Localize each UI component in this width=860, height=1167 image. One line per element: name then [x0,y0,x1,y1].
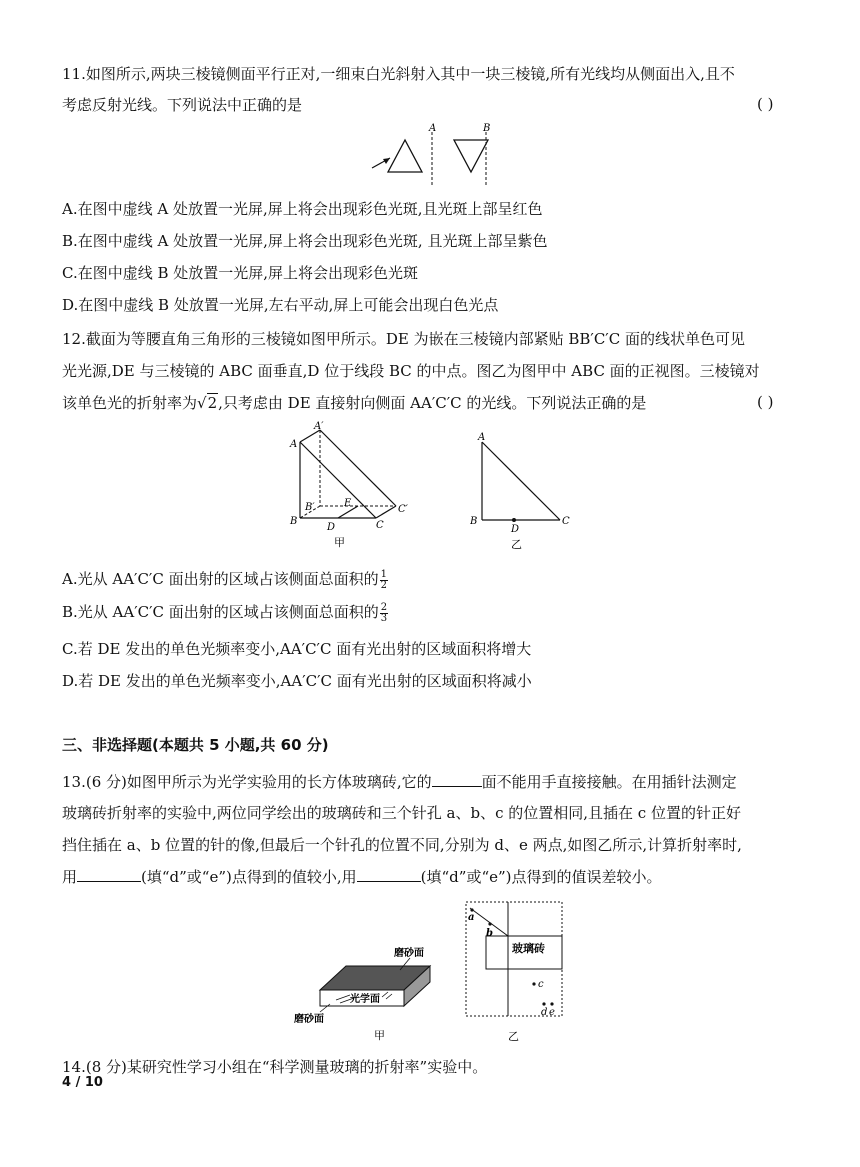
section-heading: 三、非选择题(本题共 5 小题,共 60 分) [62,736,329,754]
pin-e-icon [550,1002,553,1005]
svg-text:甲: 甲 [374,1029,385,1042]
svg-text:c: c [538,979,544,990]
q12-figure-yi [470,428,580,552]
point-d-icon [512,518,516,522]
svg-text:C′: C′ [398,504,408,515]
label-b: B [483,123,491,134]
svg-text:磨砂面: 磨砂面 [394,948,424,959]
q13-figure-jia [290,940,450,1050]
q12-line3: 该单色光的折射率为√2,只考虑由 DE 直接射向侧面 AA′C′C 的光线。下列说法正确的是 [62,394,647,412]
svg-text:A′: A′ [314,421,324,432]
q12-line1: 12.截面为等腰直角三角形的三棱镜如图甲所示。DE 为嵌在三棱镜内部紧贴 BB′C′C 面的线状单色可见 [62,330,745,348]
q12-answer-paren: ( ) [757,393,774,411]
q11-option-b: B.在图中虚线 A 处放置一光屏,屏上将会出现彩色光斑, 且光斑上部呈紫色 [62,232,548,250]
q12-line2: 光光源,DE 与三棱镜的 ABC 面垂直,D 位于线段 BC 的中点。图乙为图甲中 ABC 面的正视图。三棱镜对 [62,362,760,380]
q13-line3: 挡住插在 a、b 位置的针的像,但最后一个针孔的位置不同,分别为 d、e 两点,如图乙所示,计算折射率时, [62,836,742,854]
q13-line2: 玻璃砖折射率的实验中,两位同学绘出的玻璃砖和三个针孔 a、b、c 的位置相同,且插在 c 位置的针正好 [62,804,741,822]
svg-text:D: D [327,522,336,533]
svg-text:C: C [376,520,384,531]
svg-text:C: C [562,516,570,527]
q11-option-c: C.在图中虚线 B 处放置一光屏,屏上将会出现彩色光斑 [62,264,419,282]
q11-prism-figure [360,120,510,190]
blank-3[interactable] [357,867,421,882]
label-a: A [429,123,437,134]
svg-text:e: e [549,1007,555,1018]
svg-text:磨砂面: 磨砂面 [294,1014,324,1025]
pin-c-icon [532,982,535,985]
pin-b-icon [488,922,491,925]
q11-line1: 11.如图所示,两块三棱镜侧面平行正对,一细束白光斜射入其中一块三棱镜,所有光线均从侧面出入,且不 [62,65,735,83]
svg-text:玻璃砖: 玻璃砖 [512,942,545,955]
q12-option-b: B.光从 AA′C′C 面出射的区域占该侧面总面积的 $\frac{2}{3}$ [62,601,388,624]
svg-text:E: E [344,498,352,509]
svg-text:乙: 乙 [511,538,522,551]
prism-left [388,140,422,172]
svg-text:B: B [290,516,298,527]
q11-option-d: D.在图中虚线 B 处放置一光屏,左右平动,屏上可能会出现白色光点 [62,296,499,314]
svg-text:d: d [541,1007,548,1018]
q12-option-d: D.若 DE 发出的单色光频率变小,AA′C′C 面有光出射的区域面积将减小 [62,672,532,690]
svg-text:A: A [290,439,298,450]
blank-2[interactable] [77,867,141,882]
svg-text:甲: 甲 [334,536,345,549]
svg-text:B′: B′ [305,502,315,513]
page-number: 4 / 10 [62,1075,103,1090]
q12-option-c: C.若 DE 发出的单色光频率变小,AA′C′C 面有光出射的区域面积将增大 [62,640,532,658]
q11-option-a: A.在图中虚线 A 处放置一光屏,屏上将会出现彩色光斑,且光斑上部呈红色 [62,200,543,218]
pin-d-icon [542,1002,545,1005]
q11-line2: 考虑反射光线。下列说法中正确的是 [62,96,303,114]
blank-1[interactable] [432,772,482,787]
svg-text:b: b [486,928,493,939]
svg-text:光学面: 光学面 [350,994,380,1005]
q14-line1: 14.(8 分)某研究性学习小组在“科学测量玻璃的折射率”实验中。 [62,1058,488,1076]
svg-text:B: B [470,516,478,527]
q13-figure-yi [460,898,570,1048]
sqrt-symbol: √2 [197,394,218,412]
svg-text:A: A [478,432,486,443]
q13-line4: 用 (填“d”或“e”)点得到的值较小,用 (填“d”或“e”)点得到的值误差较小。 [62,868,662,886]
svg-text:D: D [511,524,520,535]
q13-line1: 13.(6 分)如图甲所示为光学实验用的长方体玻璃砖,它的 面不能用手直接接触。在用插针法测定 [62,773,737,791]
prism-right [454,140,488,172]
q12-option-a: A.光从 AA′C′C 面出射的区域占该侧面总面积的 $\frac{1}{2}$ [62,568,387,591]
svg-text:乙: 乙 [508,1030,519,1043]
q12-figure-jia [280,420,420,552]
svg-text:a: a [468,912,475,923]
q11-answer-paren: ( ) [757,95,774,113]
